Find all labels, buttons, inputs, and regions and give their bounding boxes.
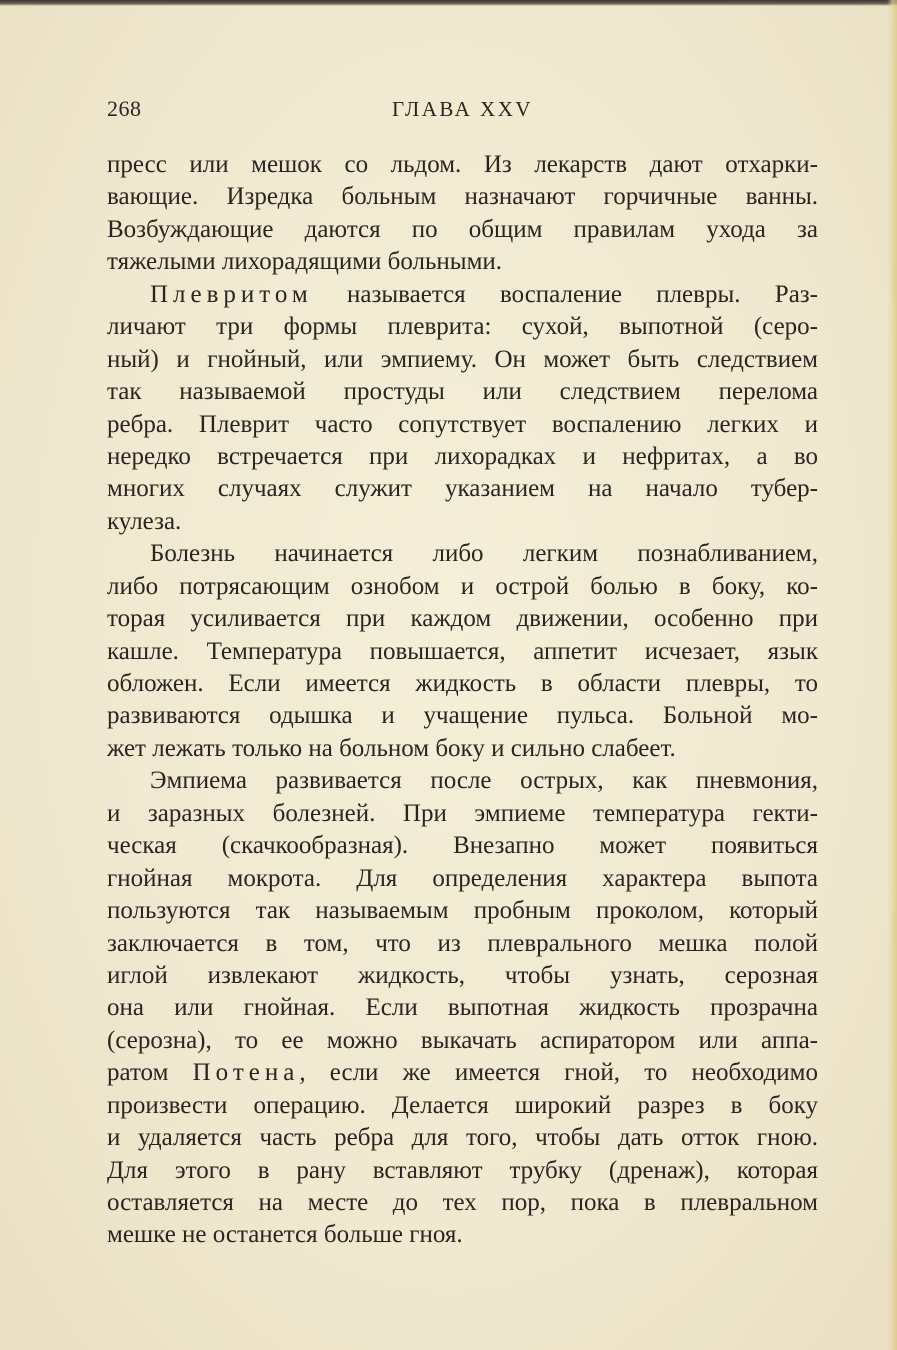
text-line xyxy=(107,1122,818,1154)
text-segment: ребра. Плеврит часто сопутствует воспалению легких и xyxy=(107,410,818,438)
text-line xyxy=(107,700,818,732)
text-line xyxy=(107,571,818,603)
text-line xyxy=(107,473,818,505)
scan-edge-top xyxy=(0,0,897,6)
text-line xyxy=(107,603,818,635)
text-line xyxy=(107,181,818,213)
emphasized-word: Потена xyxy=(192,1059,300,1087)
text-segment: либо потрясающим ознобом и острой болью в боку, ко- xyxy=(107,572,818,600)
text-segment: иглой извлекают жидкость, чтобы узнать, серозная xyxy=(107,961,818,989)
paragraph xyxy=(107,538,818,765)
text-line xyxy=(107,1155,818,1187)
paragraph xyxy=(107,765,818,1252)
text-segment: так называемой простуды или следствием перелома xyxy=(107,378,818,406)
text-line xyxy=(107,311,818,343)
text-line xyxy=(107,1187,818,1219)
text-segment: тяжелыми лихорадящими больными. xyxy=(107,248,503,276)
text-line xyxy=(107,1025,818,1057)
text-line xyxy=(107,376,818,408)
text-line xyxy=(107,863,818,895)
text-line xyxy=(107,960,818,992)
text-line xyxy=(107,344,818,376)
text-line xyxy=(107,506,818,538)
text-line xyxy=(107,441,818,473)
text-line xyxy=(107,1219,818,1251)
text-line xyxy=(107,668,818,700)
text-segment: личают три формы плеврита: сухой, выпотной (серо- xyxy=(107,313,818,341)
text-line xyxy=(107,733,818,765)
text-line xyxy=(107,830,818,862)
text-segment: оставляется на месте до тех пор, пока в плевральном xyxy=(107,1189,818,1216)
text-line xyxy=(107,798,818,830)
text-line xyxy=(107,928,818,960)
text-line xyxy=(107,246,818,278)
text-line xyxy=(107,636,818,668)
text-segment: заключается в том, что из плеврального мешка полой xyxy=(107,929,818,957)
paragraph xyxy=(107,149,818,279)
text-line xyxy=(107,279,818,311)
text-segment: Болезнь начинается либо легким познабливанием, xyxy=(150,540,818,568)
running-header xyxy=(107,94,818,124)
text-segment: и заразных болезней. При эмпиеме температура гекти- xyxy=(107,799,818,827)
text-line xyxy=(107,214,818,246)
text-segment: , если же имеется гной, то необходимо xyxy=(299,1059,819,1087)
page-number: 268 xyxy=(107,96,142,121)
text-segment: ратом xyxy=(107,1059,193,1087)
text-segment: кашле. Температура повышается, аппетит исчезает, язык xyxy=(107,637,818,665)
text-segment: гнойная мокрота. Для определения характера выпота xyxy=(107,864,818,892)
text-line xyxy=(107,409,818,441)
text-segment: развиваются одышка и учащение пульса. Больной мо- xyxy=(107,702,818,730)
text-segment: она или гнойная. Если выпотная жидкость прозрачна xyxy=(107,994,818,1022)
text-segment: и удаляется часть ребра для того, чтобы дать отток гною. xyxy=(107,1124,818,1152)
text-line xyxy=(107,149,818,181)
text-line xyxy=(107,1090,818,1122)
text-segment: кулеза. xyxy=(107,507,182,535)
text-segment: мешке не останется больше гноя. xyxy=(107,1221,463,1249)
text-segment: Возбуждающие даются по общим правилам ухода за xyxy=(107,215,818,243)
body-text xyxy=(107,149,818,1252)
text-segment: обложен. Если имеется жидкость в области плевры, то xyxy=(107,670,818,697)
text-segment: (серозна), то ее можно выкачать аспиратором или аппа- xyxy=(107,1026,818,1054)
text-segment: многих случаях служит указанием на начало тубер- xyxy=(107,475,818,503)
text-segment: произвести операцию. Делается широкий разрез в боку xyxy=(107,1091,818,1119)
text-line xyxy=(107,538,818,570)
text-line xyxy=(107,1057,818,1089)
text-segment: называется воспаление плевры. Раз- xyxy=(312,280,818,308)
chapter-title: ГЛАВА XXV xyxy=(391,97,534,121)
text-segment: Для этого в рану вставляют трубку (дренаж), которая xyxy=(107,1156,818,1184)
text-line xyxy=(107,895,818,927)
text-segment: ный) и гнойный, или эмпиему. Он может быть следствием xyxy=(107,345,818,373)
text-line xyxy=(107,992,818,1024)
emphasized-word: Плевритом xyxy=(150,280,313,308)
text-segment: нередко встречается при лихорадках и нефритах, а во xyxy=(107,442,818,470)
text-segment: пользуются так называемым пробным проколом, который xyxy=(107,897,818,925)
text-line xyxy=(107,765,818,797)
page-edge-right xyxy=(887,0,897,1350)
text-segment: ческая (скачкообразная). Внезапно может появиться xyxy=(107,832,818,860)
text-segment: пресс или мешок со льдом. Из лекарств дают отхарки- xyxy=(107,151,818,178)
text-segment: вающие. Изредка больным назначают горчичные ванны. xyxy=(107,183,818,211)
text-segment: Эмпиема развивается после острых, как пневмония, xyxy=(150,767,818,795)
text-segment: жет лежать только на больном боку и сильно слабеет. xyxy=(107,734,676,762)
text-segment: торая усиливается при каждом движении, особенно при xyxy=(107,605,818,633)
paragraph xyxy=(107,279,818,539)
